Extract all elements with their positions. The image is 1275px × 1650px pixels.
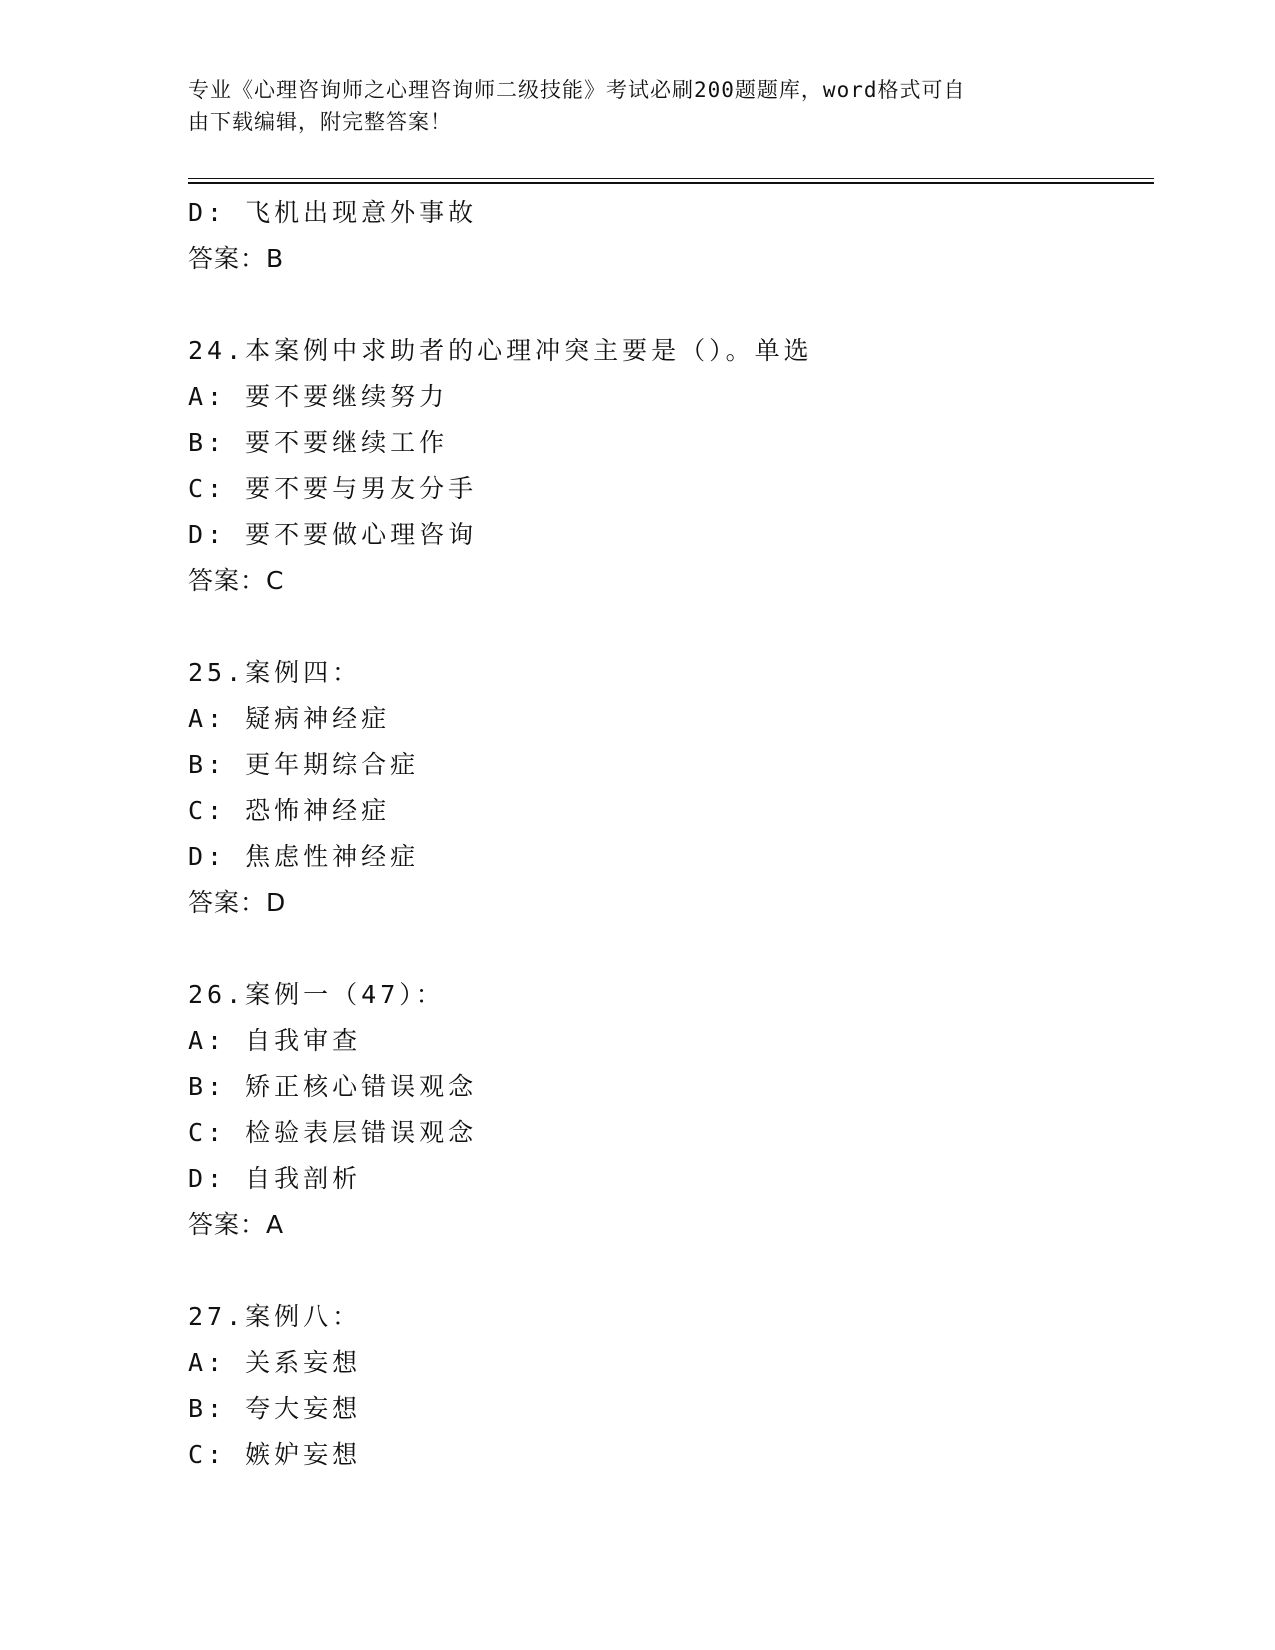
question-stem: 24.本案例中求助者的心理冲突主要是（）。单选 — [188, 336, 813, 365]
option-a: A: 自我审查 — [188, 1026, 362, 1055]
question-24 — [188, 328, 1154, 604]
question-26 — [188, 972, 1154, 1248]
option-b: B: 矫正核心错误观念 — [188, 1072, 478, 1101]
option-c: C: 恐怖神经症 — [188, 796, 391, 825]
header-line-1: 专业《心理咨询师之心理咨询师二级技能》考试必刷200题题库，word格式可自 — [188, 78, 966, 102]
option-c: C: 要不要与男友分手 — [188, 474, 478, 503]
header-line-2: 由下载编辑，附完整答案！ — [188, 110, 452, 134]
document-header — [188, 74, 1088, 138]
header-divider-thin — [188, 178, 1154, 179]
option-a: A: 疑病神经症 — [188, 704, 391, 733]
answer-line: 答案：B — [188, 244, 285, 273]
option-b: B: 更年期综合症 — [188, 750, 420, 779]
option-d: D: 自我剖析 — [188, 1164, 362, 1193]
option-c: C: 嫉妒妄想 — [188, 1440, 362, 1469]
spacer — [188, 604, 1154, 650]
question-25 — [188, 650, 1154, 926]
answer-line: 答案：C — [188, 566, 285, 595]
option-c: C: 检验表层错误观念 — [188, 1118, 478, 1147]
answer-line: 答案：A — [188, 1210, 285, 1239]
spacer — [188, 926, 1154, 972]
spacer — [188, 1248, 1154, 1294]
option-d: D: 要不要做心理咨询 — [188, 520, 478, 549]
answer-line: 答案：D — [188, 888, 287, 917]
header-divider-thick — [188, 182, 1154, 184]
option-d: D: 飞机出现意外事故 — [188, 198, 478, 227]
spacer — [188, 282, 1154, 328]
question-27 — [188, 1294, 1154, 1478]
question-list — [188, 190, 1154, 1478]
question-stem: 26.案例一（47）： — [188, 980, 445, 1009]
question-stem: 25.案例四： — [188, 658, 362, 687]
question-stem: 27.案例八： — [188, 1302, 362, 1331]
option-b: B: 夸大妄想 — [188, 1394, 362, 1423]
option-a: A: 关系妄想 — [188, 1348, 362, 1377]
option-a: A: 要不要继续努力 — [188, 382, 449, 411]
option-b: B: 要不要继续工作 — [188, 428, 449, 457]
option-d: D: 焦虑性神经症 — [188, 842, 420, 871]
